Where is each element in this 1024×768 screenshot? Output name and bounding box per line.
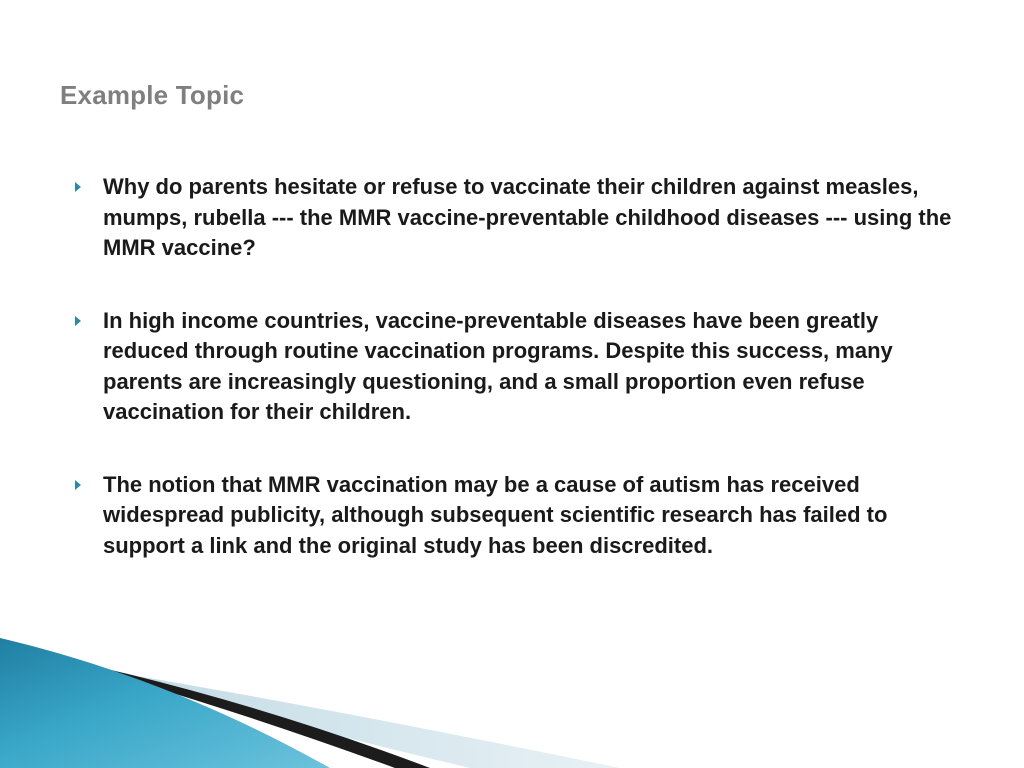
bullet-text: In high income countries, vaccine-preventable diseases have been greatly reduced through routine vaccination programs. Despite this success, many parents are increasingly questioning, and a small proportion even refuse vaccination for their children.	[103, 307, 893, 424]
triangle-right-icon	[75, 316, 81, 326]
bullet-text: Why do parents hesitate or refuse to vaccinate their children against measles, mumps, rubella --- the MMR vaccine-preventable childhood diseases --- using the MMR vaccine?	[103, 174, 952, 260]
bullet-item	[72, 172, 952, 264]
triangle-right-icon	[75, 182, 81, 192]
slide-title: Example Topic	[60, 80, 245, 110]
bottom-swoosh-decoration	[0, 638, 1024, 768]
bullet-text: The notion that MMR vaccination may be a cause of autism has received widespread publicity, although subsequent scientific research has failed to support a link and the original study has been discredited.	[103, 471, 888, 558]
bullet-item	[72, 306, 952, 428]
bullet-list	[72, 172, 952, 561]
triangle-right-icon	[75, 480, 81, 490]
bullet-item	[72, 470, 952, 562]
